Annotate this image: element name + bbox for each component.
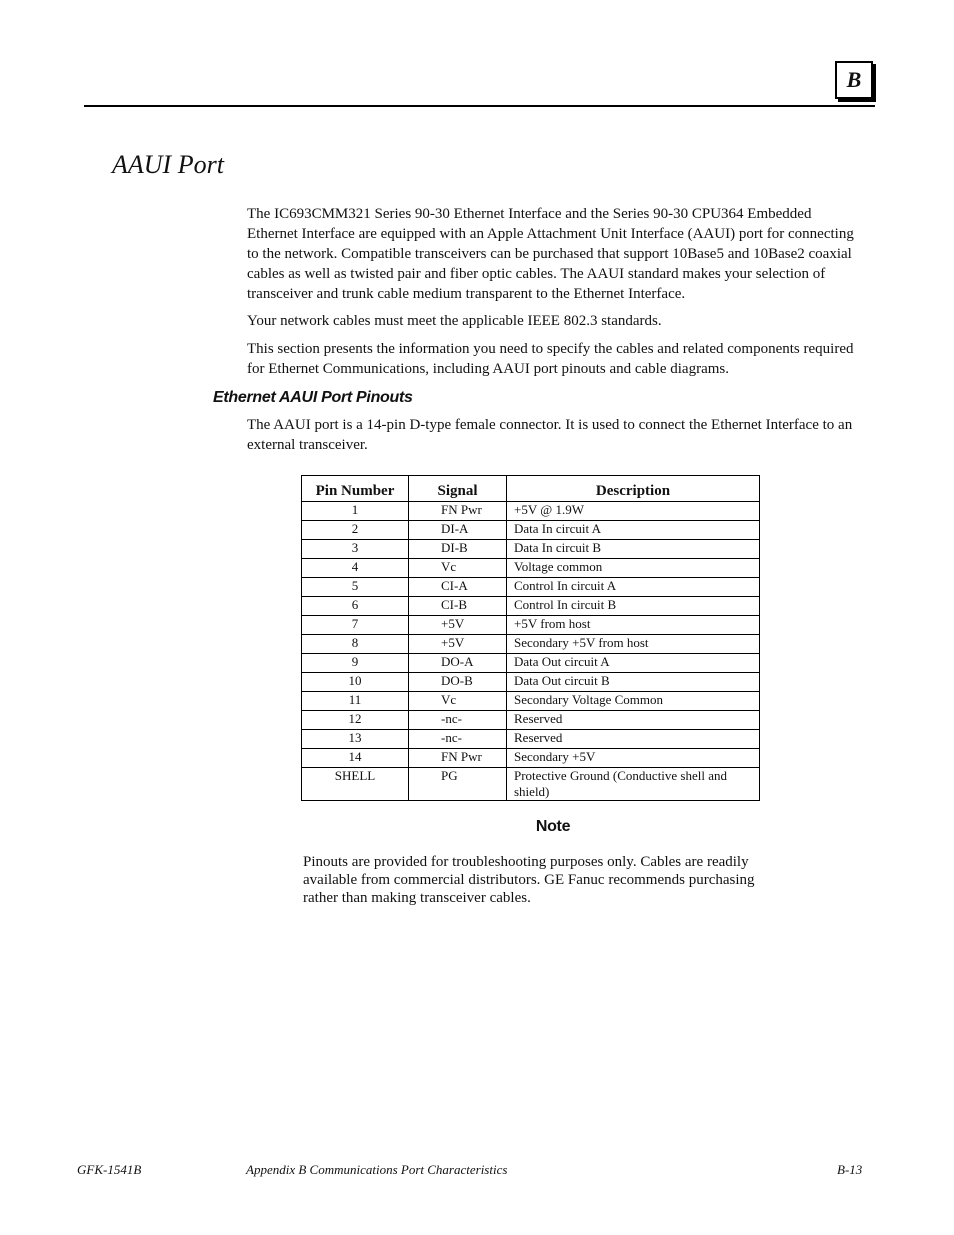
note-text: Pinouts are provided for troubleshooting purposes only. Cables are readily available from commercial distributors. GE Fanuc recommends purchasing rather than making transceiver cables. xyxy=(303,854,755,906)
description-cell: Secondary +5V xyxy=(507,749,760,768)
table-header-row xyxy=(302,476,760,502)
description-cell: Reserved xyxy=(507,711,760,730)
table-row xyxy=(302,749,760,768)
table-row xyxy=(302,521,760,540)
pin-cell: 3 xyxy=(302,540,409,559)
column-header-signal: Signal xyxy=(409,476,507,502)
table-row xyxy=(302,768,760,801)
signal-cell: -nc- xyxy=(409,730,507,749)
signal-cell: FN Pwr xyxy=(409,502,507,521)
description-cell: Data In circuit B xyxy=(507,540,760,559)
signal-cell: +5V xyxy=(409,616,507,635)
pin-cell: 9 xyxy=(302,654,409,673)
description-cell: Voltage common xyxy=(507,559,760,578)
description-cell: Control In circuit A xyxy=(507,578,760,597)
table-row xyxy=(302,616,760,635)
signal-cell: CI-A xyxy=(409,578,507,597)
header-rule xyxy=(84,105,875,107)
table-row xyxy=(302,540,760,559)
table-row xyxy=(302,502,760,521)
pin-cell: 14 xyxy=(302,749,409,768)
column-header-pin: Pin Number xyxy=(302,476,409,502)
pin-cell: 10 xyxy=(302,673,409,692)
description-cell: +5V from host xyxy=(507,616,760,635)
pin-cell: 1 xyxy=(302,502,409,521)
pin-cell: 13 xyxy=(302,730,409,749)
description-cell: Secondary Voltage Common xyxy=(507,692,760,711)
signal-cell: +5V xyxy=(409,635,507,654)
section-paragraph: The AAUI port is a 14-pin D-type female connector. It is used to connect the Ethernet Interface to an external transceiver. xyxy=(247,417,853,453)
pin-cell: 7 xyxy=(302,616,409,635)
pin-cell: 4 xyxy=(302,559,409,578)
description-cell: Reserved xyxy=(507,730,760,749)
footer-doc-id: GFK-1541B xyxy=(77,1162,142,1177)
pin-cell: 12 xyxy=(302,711,409,730)
appendix-tab xyxy=(835,61,873,99)
signal-cell: DO-B xyxy=(409,673,507,692)
signal-cell: FN Pwr xyxy=(409,749,507,768)
section-heading: Ethernet AAUI Port Pinouts xyxy=(213,389,413,406)
table-row xyxy=(302,635,760,654)
description-cell: Secondary +5V from host xyxy=(507,635,760,654)
pin-cell: 5 xyxy=(302,578,409,597)
table-row xyxy=(302,597,760,616)
signal-cell: DI-B xyxy=(409,540,507,559)
pinout-table xyxy=(301,475,760,801)
signal-cell: Vc xyxy=(409,559,507,578)
footer-chapter: Appendix B Communications Port Characteristics xyxy=(246,1162,508,1177)
table-row xyxy=(302,578,760,597)
appendix-tab-letter: B xyxy=(846,67,862,92)
description-cell: Data Out circuit B xyxy=(507,673,760,692)
description-cell: Control In circuit B xyxy=(507,597,760,616)
table-row xyxy=(302,730,760,749)
intro-paragraph-3: This section presents the information you need to specify the cables and related components required for Ethernet Communications, including AAUI port pinouts and cable diagrams. xyxy=(247,341,854,377)
page-title: AAUI Port xyxy=(112,150,224,179)
pin-cell: 11 xyxy=(302,692,409,711)
intro-paragraph-1: The IC693CMM321 Series 90-30 Ethernet Interface and the Series 90-30 CPU364 Embedded Ethernet Interface are equipped with an Apple Attachment Unit Interface (AAUI) port for connecting to the network. Compatible transceivers can be purchased that support 10Base5 and 10Base2 coaxial cables as well as twisted pair and fiber optic cables. The AAUI standard makes your selection of transceiver and trunk cable medium transparent to the Ethernet Interface. xyxy=(247,206,854,302)
pin-cell: 8 xyxy=(302,635,409,654)
pin-cell: SHELL xyxy=(302,768,409,801)
footer-page-number: B-13 xyxy=(837,1162,863,1177)
note-heading: Note xyxy=(535,818,571,835)
description-cell: Data In circuit A xyxy=(507,521,760,540)
table-row xyxy=(302,654,760,673)
description-cell: Protective Ground (Conductive shell and shield) xyxy=(507,768,760,801)
signal-cell: DI-A xyxy=(409,521,507,540)
signal-cell: Vc xyxy=(409,692,507,711)
pin-cell: 6 xyxy=(302,597,409,616)
table-row xyxy=(302,692,760,711)
description-cell: +5V @ 1.9W xyxy=(507,502,760,521)
table-row xyxy=(302,559,760,578)
table-row xyxy=(302,711,760,730)
pin-cell: 2 xyxy=(302,521,409,540)
signal-cell: DO-A xyxy=(409,654,507,673)
column-header-description: Description xyxy=(507,476,760,502)
intro-paragraph-2: Your network cables must meet the applicable IEEE 802.3 standards. xyxy=(247,313,662,329)
table-row xyxy=(302,673,760,692)
signal-cell: CI-B xyxy=(409,597,507,616)
signal-cell: PG xyxy=(409,768,507,801)
signal-cell: -nc- xyxy=(409,711,507,730)
description-cell: Data Out circuit A xyxy=(507,654,760,673)
